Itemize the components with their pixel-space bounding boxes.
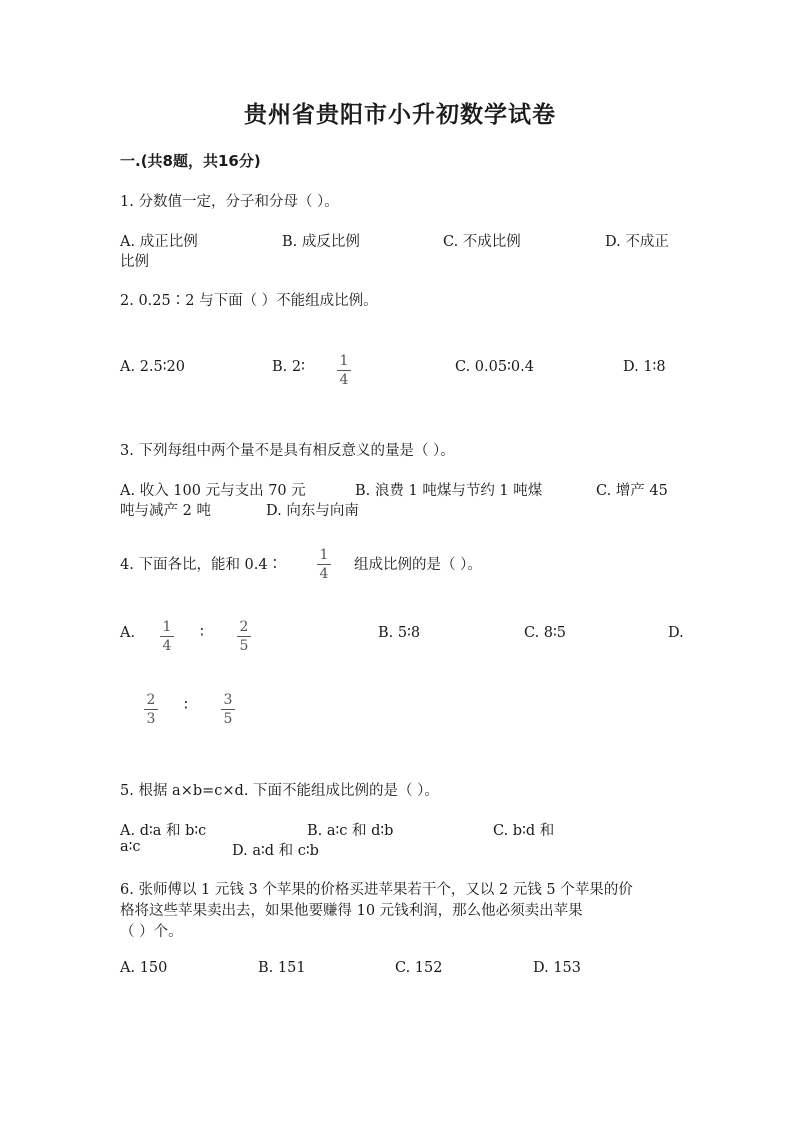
question-3-option-b: B. 浪费 1 吨煤与节约 1 吨煤 bbox=[355, 483, 543, 499]
fraction-numerator: 1 bbox=[337, 353, 351, 371]
question-4-option-d-fraction-1 bbox=[144, 692, 158, 727]
question-1-stem: 1. 分数值一定，分子和分母（ ）。 bbox=[120, 194, 339, 210]
question-2-option-d: D. 1∶8 bbox=[623, 359, 666, 375]
question-3-option-c-cont: 吨与减产 2 吨 bbox=[120, 503, 211, 519]
question-2-option-b: B. 2∶ bbox=[272, 359, 305, 375]
question-6-option-b: B. 151 bbox=[258, 960, 306, 976]
fraction-numerator: 1 bbox=[160, 619, 174, 637]
question-3-option-a: A. 收入 100 元与支出 70 元 bbox=[120, 483, 306, 499]
question-2-option-c: C. 0.05∶0.4 bbox=[455, 359, 534, 375]
question-3-option-d: D. 向东与向南 bbox=[266, 503, 359, 519]
question-5-option-c: C. b∶d 和 bbox=[493, 823, 555, 839]
question-4-option-a: A. bbox=[120, 625, 136, 641]
question-4-option-b: B. 5∶8 bbox=[378, 625, 421, 641]
question-1-option-d-cont: 比例 bbox=[120, 254, 149, 270]
question-3-option-c: C. 增产 45 bbox=[596, 483, 668, 499]
question-6-option-a: A. 150 bbox=[120, 960, 168, 976]
fraction-numerator: 2 bbox=[144, 692, 158, 710]
question-6-stem-line-2: 格将这些苹果卖出去，如果他要赚得 10 元钱利润，那么他必须卖出苹果 bbox=[120, 903, 583, 919]
question-1-option-c: C. 不成比例 bbox=[443, 234, 521, 250]
question-4-stem-fraction bbox=[317, 547, 331, 582]
fraction-denominator: 3 bbox=[146, 711, 156, 727]
question-4-option-a-fraction-1 bbox=[160, 619, 174, 654]
question-5-option-c-cont: a∶c bbox=[120, 839, 141, 855]
question-1-option-d: D. 不成正 bbox=[605, 234, 669, 250]
question-4-option-d: D. bbox=[668, 625, 684, 641]
question-6-option-d: D. 153 bbox=[533, 960, 582, 976]
section-heading: 一.(共8题，共16分) bbox=[120, 152, 261, 170]
question-6-stem-line-1: 6. 张师傅以 1 元钱 3 个苹果的价格买进苹果若干个，又以 2 元钱 5 个苹果的价 bbox=[120, 882, 633, 898]
question-4-option-a-fraction-2 bbox=[237, 619, 251, 654]
question-4-option-c: C. 8∶5 bbox=[524, 625, 567, 641]
question-4-stem-start: 4. 下面各比，能和 0.4∶ bbox=[120, 557, 283, 573]
question-5-option-d: D. a∶d 和 c∶b bbox=[232, 843, 319, 859]
fraction-denominator: 5 bbox=[239, 638, 249, 654]
question-1-option-b: B. 成反比例 bbox=[282, 234, 360, 250]
page-title: 贵州省贵阳市小升初数学试卷 bbox=[244, 102, 556, 128]
fraction-numerator: 2 bbox=[237, 619, 251, 637]
question-4-option-d-fraction-2 bbox=[221, 692, 235, 727]
question-4-option-d-colon: ∶ bbox=[184, 698, 188, 714]
fraction-numerator: 1 bbox=[317, 547, 331, 565]
question-2-option-a: A. 2.5∶20 bbox=[120, 359, 185, 375]
question-4-stem-end: 组成比例的是（ ）。 bbox=[354, 557, 482, 573]
question-2-stem: 2. 0.25∶2 与下面（ ）不能组成比例。 bbox=[120, 293, 378, 309]
question-5-option-b: B. a∶c 和 d∶b bbox=[307, 823, 394, 839]
question-6-stem-line-3: （ ）个。 bbox=[120, 924, 183, 940]
question-2-option-b-fraction bbox=[337, 353, 351, 388]
question-5-stem: 5. 根据 a×b=c×d. 下面不能组成比例的是（ ）。 bbox=[120, 783, 439, 799]
fraction-denominator: 4 bbox=[162, 638, 172, 654]
fraction-denominator: 4 bbox=[319, 566, 329, 582]
question-1-option-a: A. 成正比例 bbox=[120, 234, 198, 250]
fraction-numerator: 3 bbox=[221, 692, 235, 710]
question-4-option-a-colon: ∶ bbox=[200, 625, 204, 641]
fraction-denominator: 5 bbox=[223, 711, 233, 727]
question-5-option-a: A. d∶a 和 b∶c bbox=[120, 823, 207, 839]
fraction-denominator: 4 bbox=[339, 372, 349, 388]
question-3-stem: 3. 下列每组中两个量不是具有相反意义的量是（ ）。 bbox=[120, 443, 455, 459]
question-6-option-c: C. 152 bbox=[395, 960, 443, 976]
